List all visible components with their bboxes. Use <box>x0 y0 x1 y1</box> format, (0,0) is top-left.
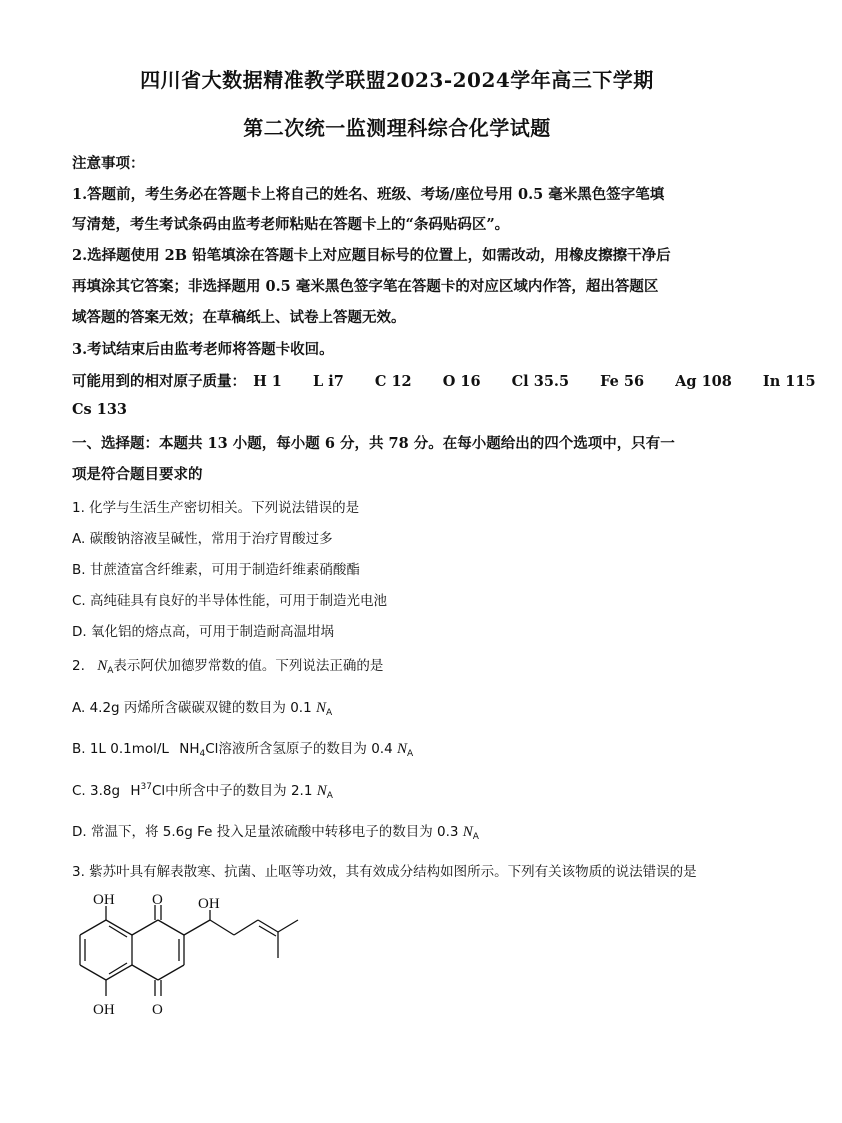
avogadro-subscript: A <box>472 832 479 842</box>
question-1-option-d: D. 氧化铝的熔点高，可用于制造耐高温坩埚 <box>72 624 334 640</box>
question-2-stem <box>72 654 752 676</box>
question-1-stem: 1. 化学与生活生产密切相关。下列说法错误的是 <box>72 500 360 516</box>
question-2-option-a <box>72 696 332 718</box>
question-1-option-c: C. 高纯硅具有良好的半导体性能，可用于制造光电池 <box>72 593 388 609</box>
question-2-option-b <box>72 737 413 759</box>
section-heading-line1: 一、选择题：本题共 13 小题，每小题 6 分，共 78 分。在每小题给出的四个选项中，只有一 <box>72 435 675 452</box>
notice-heading: 注意事项： <box>72 155 145 172</box>
carbonyl-label: O <box>152 1002 163 1018</box>
mass-item: C 12 <box>374 373 412 390</box>
option-text: B. 1L 0.1mol/L <box>72 741 169 757</box>
avogadro-symbol: N <box>97 658 108 674</box>
page-title-line1: 四川省大数据精准教学联盟2023-2024学年高三下学期 <box>140 68 654 92</box>
atomic-mass-last: Cs 133 <box>72 401 128 418</box>
page-title-line2: 第二次统一监测理科综合化学试题 <box>243 116 551 140</box>
formula-h: H <box>130 783 141 799</box>
section-heading-line2: 项是符合题目要求的 <box>72 466 203 483</box>
avogadro-symbol: N <box>315 700 326 716</box>
avogadro-symbol: N <box>462 824 473 840</box>
mass-item: Cl 35.5 <box>511 373 570 390</box>
mass-item: L i7 <box>312 373 344 390</box>
notice-item1-line1: 1.答题前，考生务必在答题卡上将自己的姓名、班级、考场/座位号用 0.5 毫米黑色签字笔填 <box>72 186 665 203</box>
mass-item: Ag 108 <box>675 373 732 390</box>
atomic-masses-label: 可能用到的相对原子质量： <box>72 373 246 390</box>
question-2-option-d <box>72 820 479 842</box>
formula-cl: Cl <box>205 741 219 757</box>
isotope-superscript: 37 <box>140 782 152 792</box>
molecular-structure-diagram <box>64 890 304 1030</box>
carbonyl-label: O <box>152 892 163 908</box>
hydroxyl-label: OH <box>93 1002 115 1018</box>
option-text: C. 3.8g <box>72 783 121 799</box>
notice-item2-line3: 域答题的答案无效；在草稿纸上、试卷上答题无效。 <box>72 309 406 326</box>
hydroxyl-label: OH <box>93 892 115 908</box>
option-text: A. 4.2g 丙烯所含碳碳双键的数目为 0.1 <box>72 700 312 716</box>
avogadro-subscript: A <box>326 791 333 801</box>
structure-bonds <box>80 905 298 996</box>
hydroxyl-label: OH <box>198 896 220 912</box>
formula-subscript: 4 <box>199 749 206 759</box>
question-1-option-b: B. 甘蔗渣富含纤维素，可用于制造纤维素硝酸酯 <box>72 562 360 578</box>
question-1-option-a: A. 碳酸钠溶液呈碱性，常用于治疗胃酸过多 <box>72 531 333 547</box>
atomic-masses <box>72 370 816 391</box>
avogadro-subscript: A <box>325 708 333 718</box>
mass-item: O 16 <box>442 373 481 390</box>
question-2-text: 表示阿伏加德罗常数的值。下列说法正确的是 <box>113 658 384 674</box>
avogadro-subscript: A <box>407 749 414 759</box>
option-text: D. 常温下，将 5.6g Fe 投入足量浓硫酸中转移电子的数目为 0.3 <box>72 824 459 840</box>
notice-item2-line1: 2.选择题使用 2B 铅笔填涂在答题卡上对应题目标号的位置上，如需改动，用橡皮擦擦干净后 <box>72 247 671 264</box>
formula-nh4: NH <box>179 741 200 757</box>
formula-cl: Cl <box>151 783 166 799</box>
avogadro-symbol: N <box>316 783 327 799</box>
notice-item3: 3.考试结束后由监考老师将答题卡收回。 <box>72 341 334 358</box>
question-3-stem: 3. 紫苏叶具有解表散寒、抗菌、止呕等功效，其有效成分结构如图所示。下列有关该物质的说法错误的是 <box>72 864 697 880</box>
option-text-rest: 中所含中子的数目为 2.1 <box>165 783 313 799</box>
notice-item1-line2: 写清楚，考生考试条码由监考老师粘贴在答题卡上的“条码贴码区”。 <box>72 216 510 233</box>
question-number: 2. <box>72 658 85 674</box>
option-text-rest: 溶液所含氢原子的数目为 0.4 <box>218 741 393 757</box>
notice-item2-line2: 再填涂其它答案；非选择题用 0.5 毫米黑色签字笔在答题卡的对应区域内作答，超出答题区 <box>72 278 659 295</box>
question-2-option-c <box>72 779 333 801</box>
avogadro-subscript: A <box>107 666 114 676</box>
mass-item: Fe 56 <box>600 373 645 390</box>
avogadro-symbol: N <box>396 741 407 757</box>
mass-item: H 1 <box>253 373 282 390</box>
mass-item: In 115 <box>762 373 816 390</box>
